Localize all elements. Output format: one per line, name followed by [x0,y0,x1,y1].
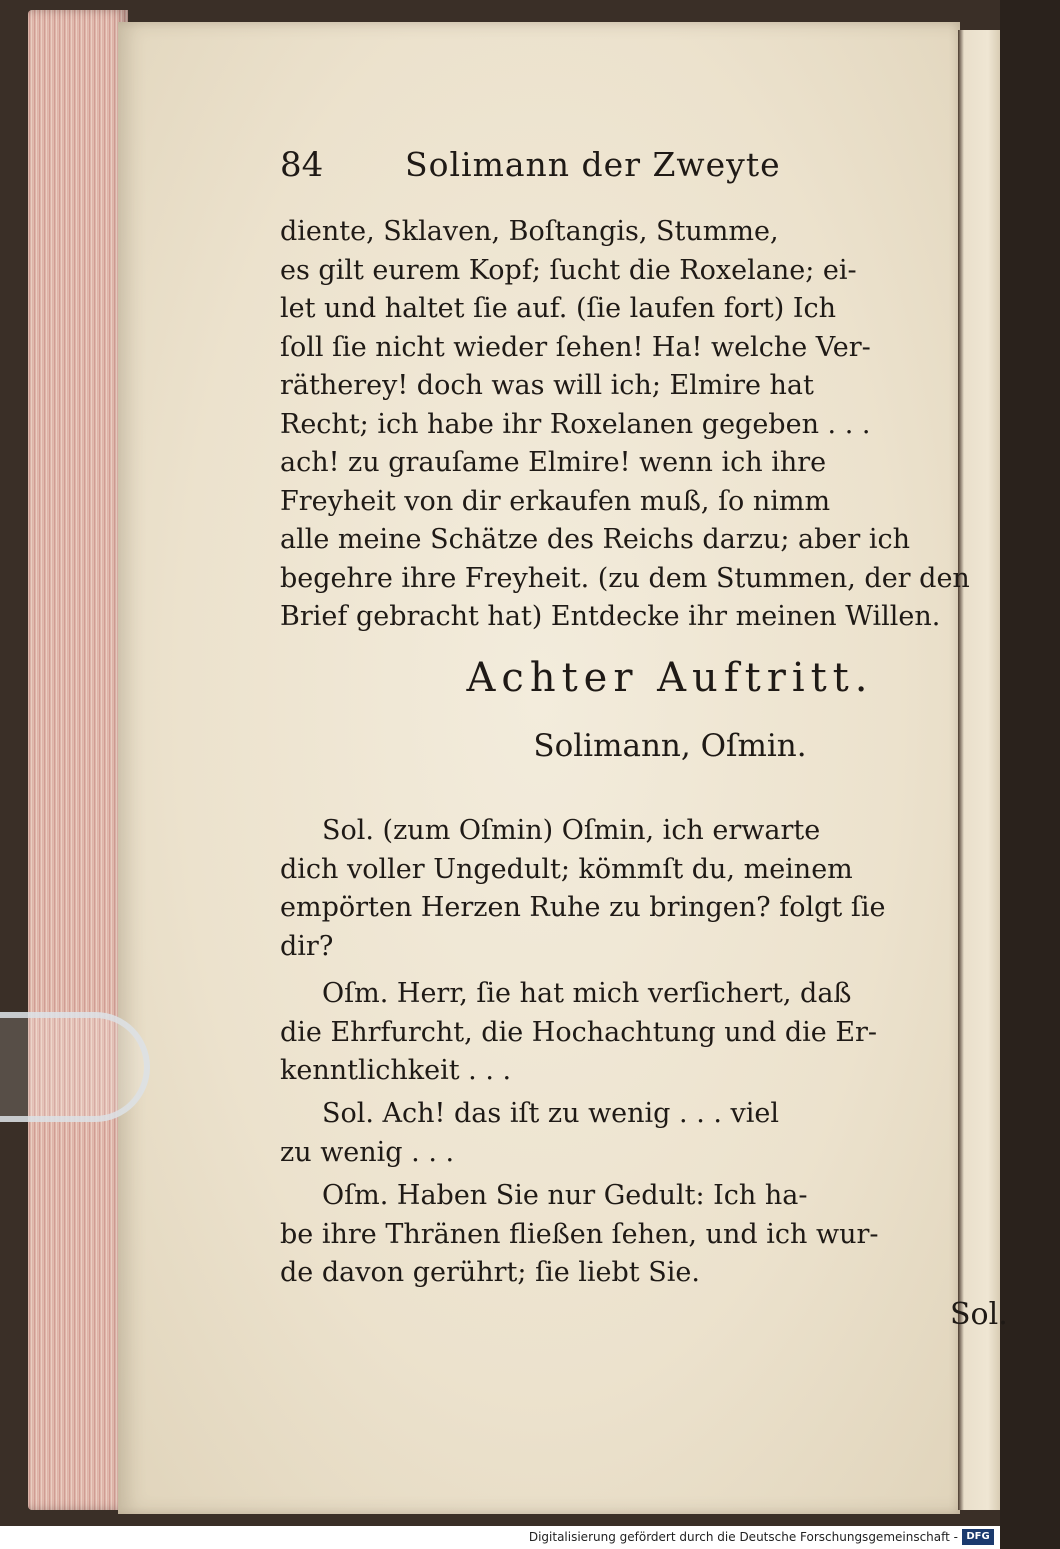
text-line: empörten Herzen Ruhe zu bringen? folgt ſie [280,892,886,923]
page-header [280,145,840,195]
paragraph-continuation [280,213,1060,637]
scene-heading: Achter Auftritt. [466,655,874,701]
text-line: Sol. Ach! das iſt zu wenig . . . viel [322,1098,780,1129]
text-line: Brief gebracht hat) Entdecke ihr meinen Willen. [280,601,941,632]
text-line: de davon gerührt; ſie liebt Sie. [280,1257,700,1288]
text-line: dich voller Ungedult; kömmſt du, meinem [280,853,853,885]
text-line: ſoll ſie nicht wieder ſehen! Ha! welche Ver- [280,331,871,363]
text-line: alle meine Schätze des Reichs darzu; aber ich [280,524,911,555]
text-line: dir? [280,930,334,962]
text-line: rätherey! doch was will ich; Elmire hat [280,370,814,401]
text-line: begehre ihre Freyheit. (zu dem Stummen, der den [280,562,970,594]
page-clip [0,1012,150,1122]
text-line: Oſm. Herr, ſie hat mich verſichert, daß [322,978,852,1009]
text-line: Freyheit von dir erkaufen muß, ſo nimm [280,485,831,517]
text-line: be ihre Thränen fließen ſehen, und ich wur- [280,1218,879,1250]
text-line: kenntlichkeit . . . [280,1055,512,1086]
text-line: diente, Sklaven, Boſtangis, Stumme, [280,216,779,247]
footer-bar [0,1526,1000,1549]
scene-characters: Solimann, Oſmin. [533,728,807,764]
text-line: Oſm. Haben Sie nur Gedult: Ich ha- [322,1180,808,1211]
dialogue-osmin [280,1177,1060,1293]
dialogue-osmin [280,975,1060,1091]
catchword: Sol. [950,1297,1008,1332]
funding-credit: Digitalisierung gefördert durch die Deutsche Forschungsgemeinschaft - [528,1530,958,1544]
text-line: die Ehrfurcht, die Hochachtung und die Er- [280,1016,878,1048]
dialogue-solimann [280,1095,1060,1172]
text-line: let und haltet ſie auf. (ſie laufen fort) Ich [280,293,837,324]
dfg-logo: DFG [962,1529,994,1545]
text-line: zu wenig . . . [280,1136,455,1168]
dialogue-solimann [280,812,1060,966]
book-page-edges [28,10,128,1510]
text-line: Recht; ich habe ihr Roxelanen gegeben . . . [280,408,871,440]
page-number: 84 [280,145,324,185]
text-line: es gilt eurem Kopf; ſucht die Roxelane; ei- [280,254,857,286]
text-line: ach! zu grauſame Elmire! wenn ich ihre [280,447,827,478]
running-title: Solimann der Zweyte [405,145,781,184]
text-line: Sol. (zum Oſmin) Oſmin, ich erwarte [322,815,821,846]
